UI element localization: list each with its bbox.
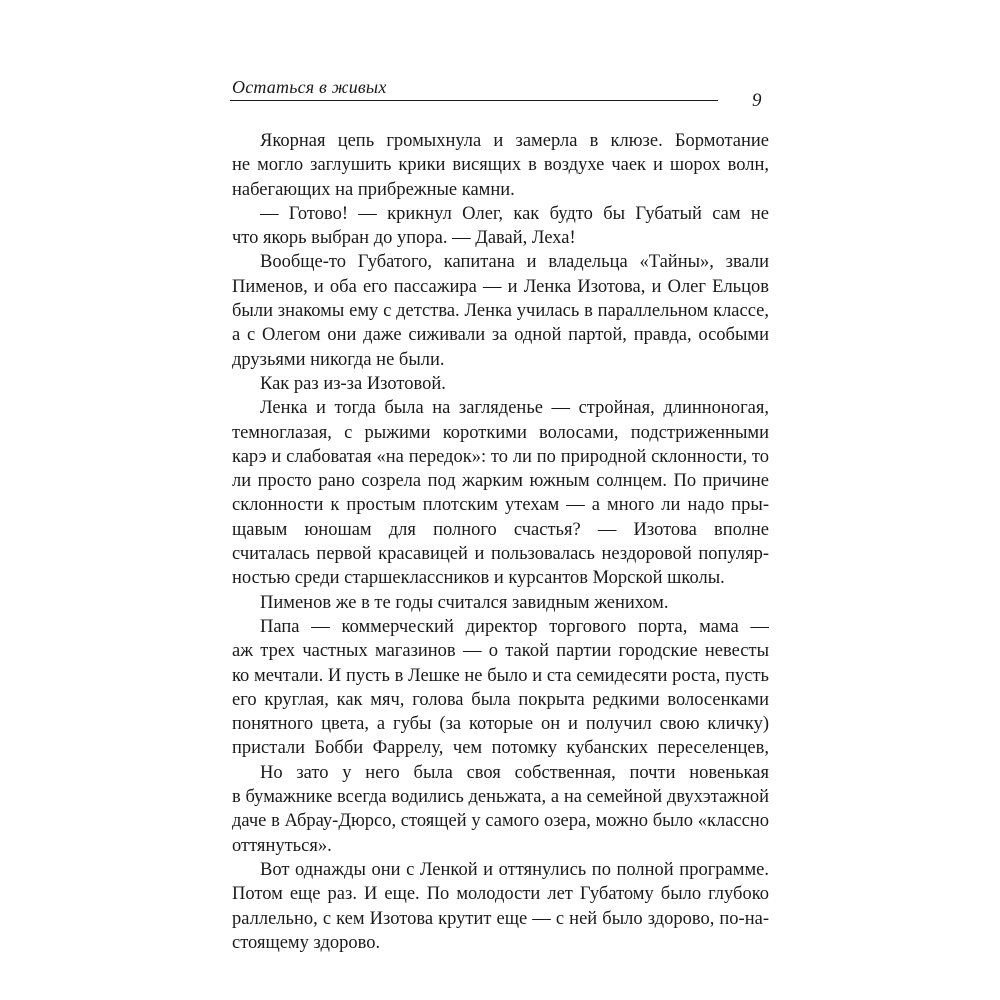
text-line: Вообще-то Губатого, капитана и владельца «Тайны», звали [260,252,769,273]
text-line: набегающих на прибрежные камни. [232,179,515,200]
text-line: друзьями никогда не были. [232,349,445,370]
text-line: пристали Бобби Фаррелу, чем потомку кубанских переселенцев, [232,738,769,759]
text-line: щавым юношам для полного счастья? — Изотова вполне [232,519,769,540]
text-line: а с Олегом они даже сиживали за одной партой, правда, особыми [232,325,769,346]
page-number: 9 [752,90,762,111]
text-line: Ленка и тогда была на загляденье — стройная, длинноногая, [260,398,769,419]
text-line: даче в Абрау-Дюрсо, стоящей у самого озера, можно было «классно [232,811,769,832]
text-line: не могло заглушить крики висящих в воздухе чаек и шорох волн, [232,155,769,176]
text-line: Вот однажды они с Ленкой и оттянулись по полной программе. [260,859,769,880]
text-line: аж трех частных магазинов — о такой партии городские невесты [232,641,769,662]
text-line: Якорная цепь громыхнула и замерла в клюзе. Бормотание [260,131,769,151]
text-line: Папа — коммерческий директор торгового порта, мама — [260,616,769,637]
text-line: что якорь выбран до упора. — Давай, Леха! [232,228,576,249]
header-rule [230,100,718,101]
text-line: считалась первой красавицей и пользовалась нездоровой популяр- [232,544,769,565]
text-line: Пименов же в те годы считался завидным женихом. [260,592,669,613]
text-line: в бумажнике всегда водились деньжата, а на семейной двухэтажной [232,787,769,808]
body-text [232,129,769,955]
text-line: ностью среди старшеклассников и курсантов Морской школы. [232,568,725,589]
running-title: Остаться в живых [232,77,387,97]
text-line: Как раз из-за Изотовой. [260,373,446,394]
text-line: понятного цвета, а губы (за которые он и получил свою кличку) [232,714,769,735]
text-line: раллельно, с кем Изотова крутит еще — с ней было здорово, по-на- [232,908,769,929]
text-line: склонности к простым плотским утехам — а много ли надо пры- [232,495,769,516]
text-line: его круглая, как мяч, голова была покрыта редкими волосенками [232,689,769,710]
text-line: стоящему здорово. [232,932,381,953]
text-line: Потом еще раз. И еще. По молодости лет Губатому было глубоко [232,884,769,905]
text-line: темноглазая, с рыжими короткими волосами, подстриженными [232,422,769,443]
text-line: были знакомы ему с детства. Ленка училась в параллельном классе, [232,301,769,322]
text-line: ли просто рано созрела под жарким южным солнцем. По причине [232,471,769,492]
text-line: Но зато у него была своя собственная, почти новенькая [260,762,769,783]
text-line: — Готово! — крикнул Олег, как будто бы Губатый сам не [260,203,769,224]
text-line: оттянуться». [232,835,332,856]
text-line: Пименов, и оба его пассажира — и Ленка Изотова, и Олег Ельцов [232,276,769,297]
text-line: ко мечтали. И пусть в Лешке не было и ста семидесяти роста, пусть [232,665,769,686]
text-line: карэ и слабоватая «на передок»: то ли по природной склонности, то [232,446,769,467]
